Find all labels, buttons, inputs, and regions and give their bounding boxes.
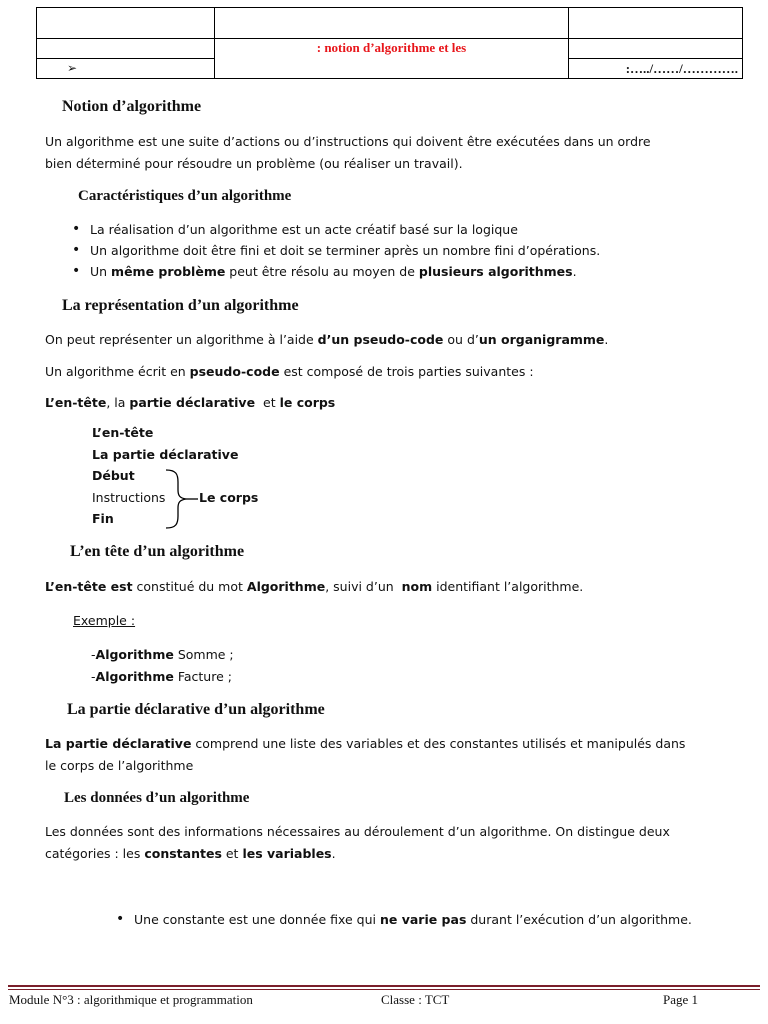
bold-text: plusieurs algorithmes [418,264,573,279]
bold-text: partie déclarative [129,395,256,410]
bold-text: Algorithme [95,647,174,662]
right-brace-icon [162,468,202,530]
bold-text: pseudo-code [189,364,280,379]
footer-page: Page 1 [663,992,699,1007]
bold-text: ne varie pas [379,912,467,927]
representation-line-2 [45,361,534,383]
corps-label: Le corps [199,490,259,505]
header-cell-4 [37,39,215,59]
bold-text: Algorithme [246,579,326,594]
arrow-bullet-icon: ➢ [37,59,215,79]
structure-instructions: Instructions [92,489,166,505]
text: , la [106,395,130,410]
representation-line-1 [45,329,608,351]
bold-text: nom [401,579,433,594]
text: , suivi d’un [325,579,402,594]
text: le corps de l’algorithme [45,758,194,773]
text: . [331,846,336,861]
bold-text: constantes [144,846,222,861]
text: catégories : les [45,846,145,861]
caracteristiques-list [68,219,600,282]
representation-line-3 [45,392,335,414]
declarative-paragraph [45,733,685,777]
structure-entete: L’en-tête [92,425,154,440]
date-field: :…../……/…………. [569,59,743,79]
footer-divider [8,985,760,987]
text: - [91,647,96,662]
donnees-paragraph [45,821,670,865]
structure-debut: Début [92,468,135,483]
text: Un algorithme écrit en [45,364,190,379]
list-item: • La réalisation d’un algorithme est un acte créatif basé sur la logique [68,219,600,240]
footer-classe: Classe : TCT [381,992,450,1007]
bold-text: les variables [242,846,332,861]
list-item [68,261,600,282]
heading-caracteristiques: Caractéristiques d’un algorithme [78,188,292,204]
list-item-text: Un algorithme doit être fini et doit se terminer après un nombre fini d’opérations. [90,243,601,258]
footer-module: Module N°3 : algorithmique et programmation [9,992,253,1007]
header-cell-1 [37,8,215,39]
header-cell-6 [569,39,743,59]
bold-text: La partie déclarative [45,736,192,751]
footer-divider [8,989,760,990]
example-list [91,644,234,688]
text: Somme ; [173,647,234,662]
bold-text: même problème [111,264,226,279]
header-cell-2 [215,8,569,39]
heading-partie-declarative: La partie déclarative d’un algorithme [67,701,325,718]
heading-representation: La représentation d’un algorithme [62,297,299,314]
text: constitué du mot [132,579,247,594]
heading-entete: L’en tête d’un algorithme [70,543,245,560]
text: est composé de trois parties suivantes : [279,364,534,379]
notion-paragraph [45,131,651,175]
text: Une constante est une donnée fixe qui [134,912,380,927]
example-label: Exemple : [73,613,136,628]
bold-text: un organigramme [478,332,605,347]
list-item [68,240,600,261]
header-table [36,7,743,79]
list-item [112,909,692,930]
header-cell-3 [569,8,743,39]
bold-text: Algorithme [95,669,174,684]
text: ou d’ [443,332,479,347]
text: durant l’exécution d’un algorithme. [466,912,692,927]
notion-line-2: bien déterminé pour résoudre un problème (ou réaliser un travail). [45,156,463,171]
lesson-title: : notion d’algorithme et les [215,39,569,79]
bold-text: d’un pseudo-code [317,332,444,347]
text: et [221,846,243,861]
bold-text: L’en-tête est [45,579,133,594]
text: - [91,669,96,684]
text: Les données sont des informations nécessaires au déroulement d’un algorithme. On distingue deux [45,824,670,839]
text: identifiant l’algorithme. [432,579,584,594]
text: . [572,264,577,279]
heading-donnees: Les données d’un algorithme [64,790,250,806]
donnees-list [112,909,692,930]
structure-fin: Fin [92,511,114,526]
heading-notion: Notion d’algorithme [62,98,202,115]
text: et [255,395,280,410]
notion-line-1: Un algorithme est une suite d’actions ou d’instructions qui doivent être exécutées dans un ordre [45,134,651,149]
entete-line [45,576,583,598]
structure-declarative: La partie déclarative [92,446,239,462]
text: On peut représenter un algorithme à l’aide [45,332,318,347]
bold-text: L’en-tête [45,395,107,410]
text: . [604,332,609,347]
text: Facture ; [173,669,232,684]
text: peut être résolu au moyen de [225,264,419,279]
text: comprend une liste des variables et des constantes utilisés et manipulés dans [191,736,686,751]
text: Un [90,264,112,279]
bold-text: le corps [279,395,336,410]
